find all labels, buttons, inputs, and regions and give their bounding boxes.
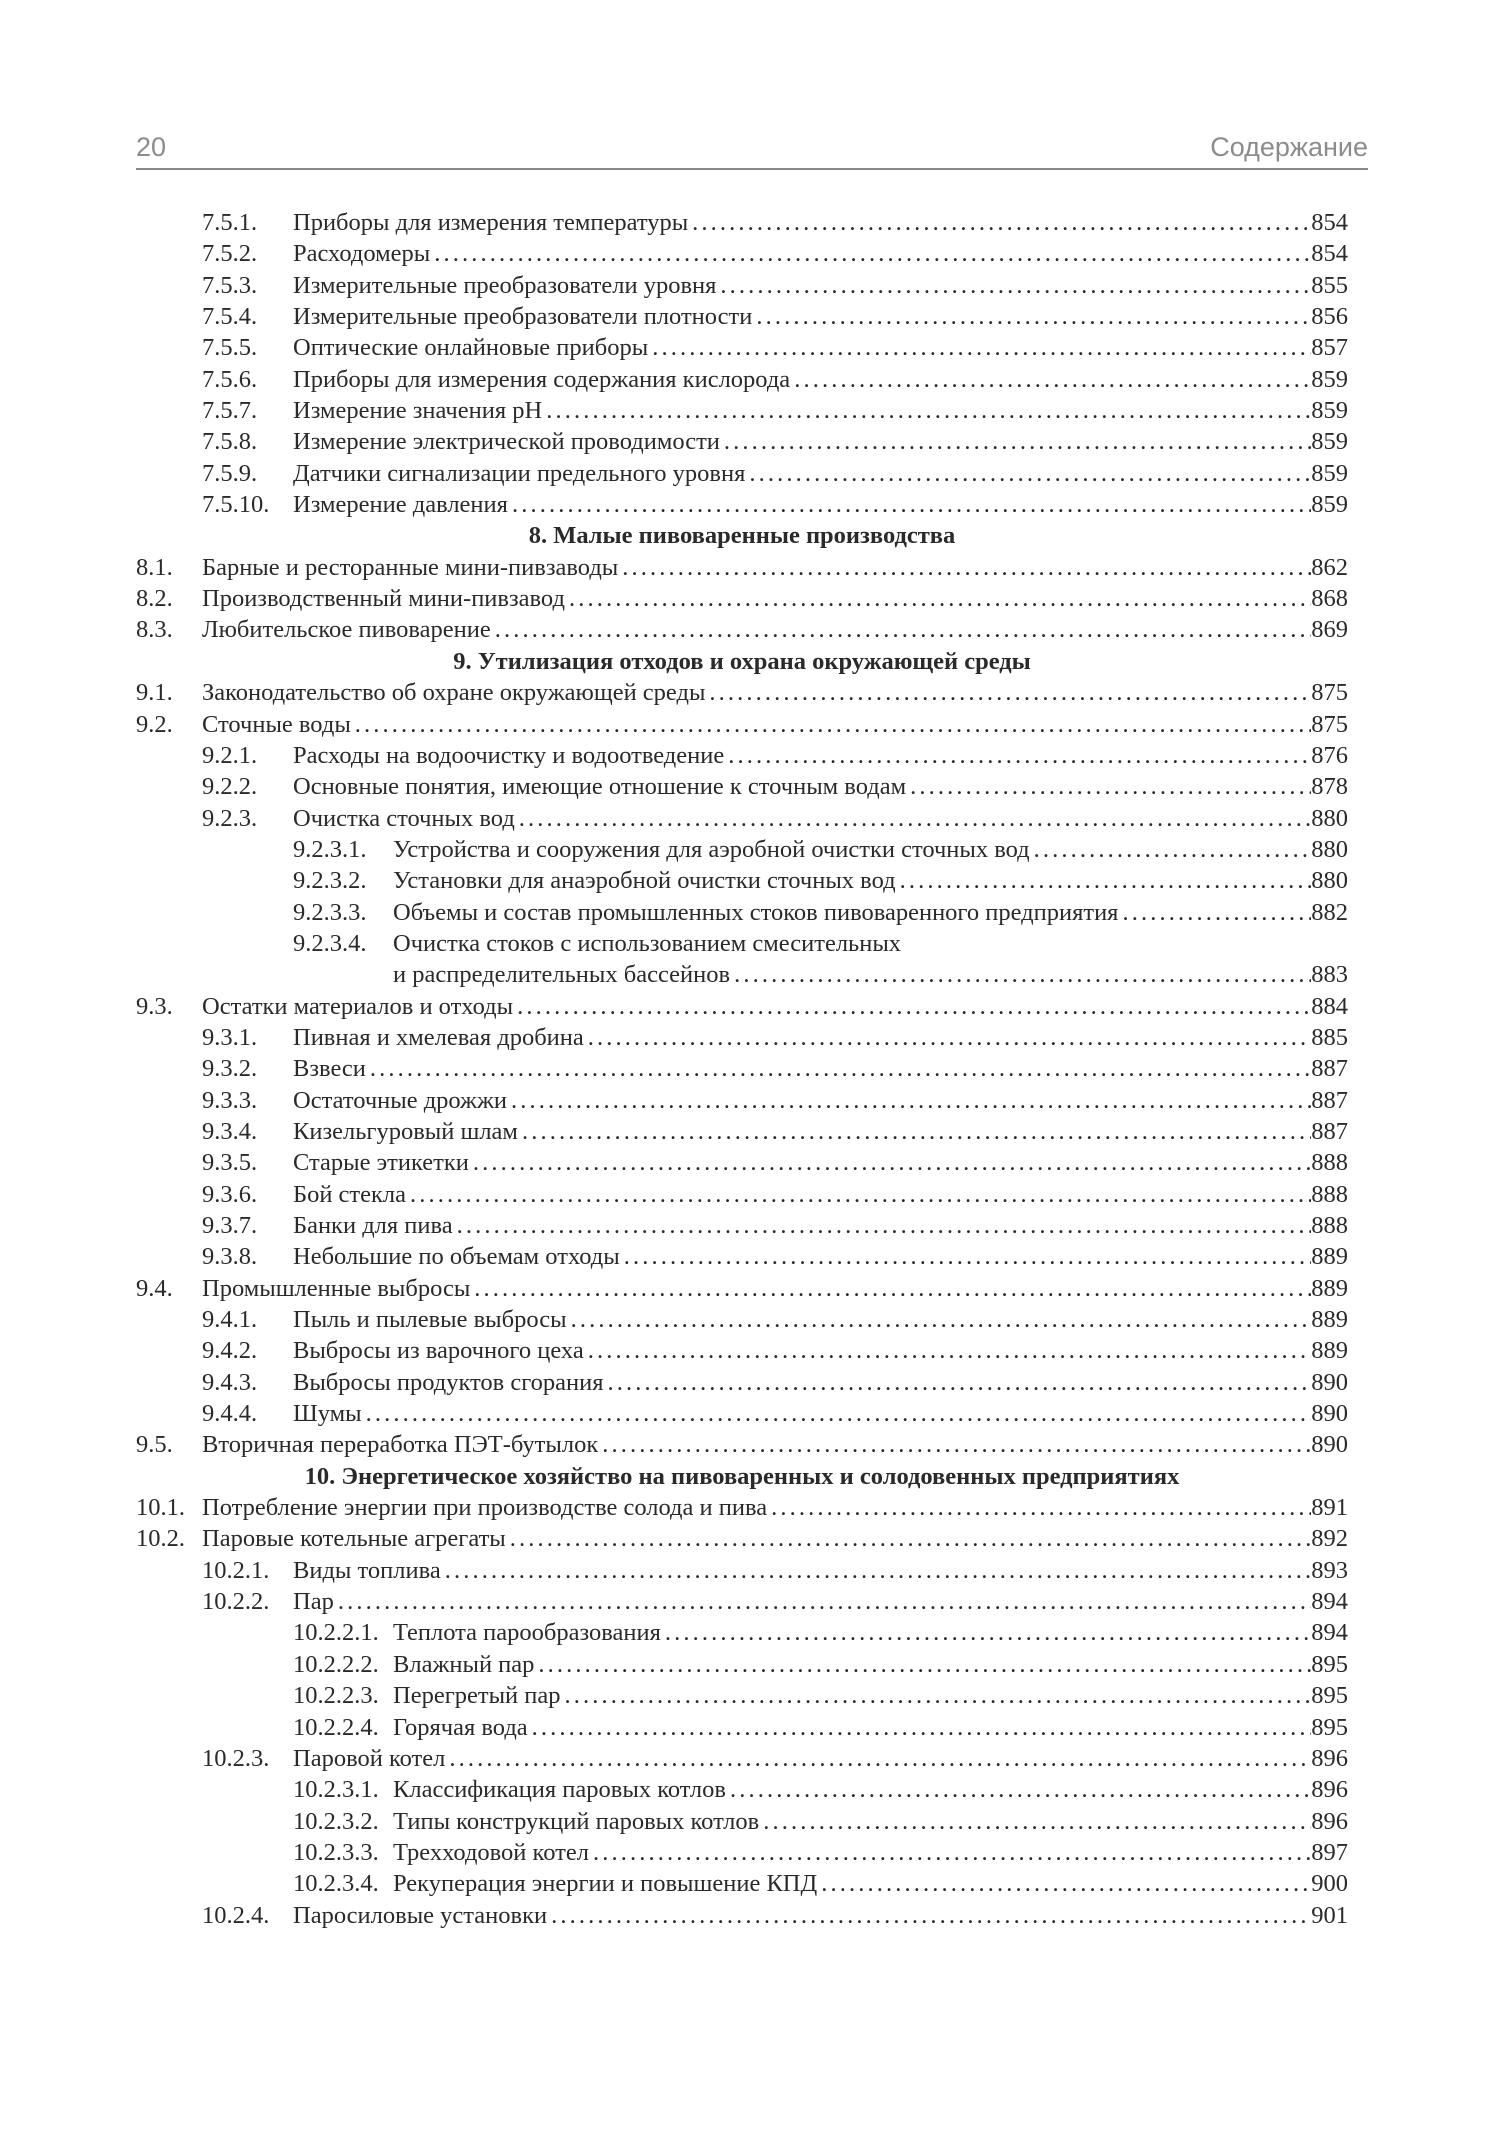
entry-number: 8.3.: [136, 616, 173, 644]
dot-leader: [661, 1617, 1311, 1648]
toc-entry[interactable]: [136, 458, 1348, 489]
dot-leader: [745, 458, 1311, 489]
toc-entry[interactable]: [136, 614, 1348, 645]
entry-page: 889: [1311, 1337, 1348, 1365]
dot-leader: [906, 771, 1311, 802]
entry-page: 875: [1311, 710, 1348, 738]
dot-leader: [618, 552, 1311, 583]
entry-page: 857: [1311, 334, 1348, 362]
dot-leader: [724, 740, 1311, 771]
toc-entry[interactable]: [136, 1179, 1348, 1210]
entry-title: Банки для пива: [293, 1212, 453, 1239]
dot-leader: [542, 395, 1311, 426]
entry-number: 9.3.7.: [202, 1212, 258, 1239]
section-heading: 8. Малые пивоваренные производства: [528, 522, 956, 550]
entry-page: 890: [1311, 1368, 1348, 1396]
toc-entry[interactable]: [136, 489, 1348, 520]
dot-leader: [752, 301, 1311, 332]
entry-page: 884: [1311, 992, 1348, 1020]
entry-title: Объемы и состав промышленных стоков пивоваренного предприятия: [393, 898, 1119, 926]
entry-number: 10.2.3.2.: [293, 1807, 379, 1835]
dot-leader: [1118, 897, 1311, 928]
dot-leader: [730, 959, 1311, 990]
entry-title: Рекуперация энергии и повышение КПД: [393, 1870, 818, 1898]
entry-title: Измерительные преобразователи уровня: [293, 271, 717, 299]
dot-leader: [528, 1712, 1312, 1743]
entry-page: 891: [1311, 1494, 1348, 1522]
entry-title: Устройства и сооружения для аэробной очистки сточных вод: [393, 835, 1030, 863]
entry-page: 854: [1311, 209, 1348, 236]
entry-number: 9.5.: [136, 1431, 173, 1459]
dot-leader: [508, 489, 1311, 520]
dot-leader: [716, 270, 1311, 301]
entry-number: 9.3.6.: [202, 1180, 258, 1208]
dot-leader: [584, 1022, 1311, 1053]
entry-page: 890: [1311, 1431, 1348, 1459]
entry-number: 9.4.4.: [202, 1400, 258, 1428]
entry-number: 10.2.2.1.: [293, 1619, 379, 1647]
entry-title: Взвеси: [293, 1055, 366, 1083]
dot-leader: [366, 1053, 1311, 1084]
entry-number: 7.5.5.: [202, 334, 258, 362]
toc-entry[interactable]: [136, 1555, 1348, 1586]
entry-title: Классификация паровых котлов: [393, 1776, 726, 1804]
entry-number: 10.2.3.: [202, 1744, 270, 1772]
entry-page: 880: [1311, 835, 1348, 863]
entry-page: 885: [1311, 1023, 1348, 1051]
dot-leader: [790, 364, 1311, 395]
entry-page: 890: [1311, 1400, 1348, 1428]
dot-leader: [567, 1304, 1312, 1335]
entry-number: 9.3.: [136, 992, 173, 1020]
dot-leader: [896, 865, 1312, 896]
entry-number: 9.4.3.: [202, 1368, 258, 1396]
entry-title: Расходомеры: [293, 240, 431, 268]
entry-page: 859: [1311, 491, 1348, 519]
entry-page: 882: [1311, 898, 1348, 926]
entry-page: 859: [1311, 365, 1348, 393]
entry-number: 7.5.2.: [202, 240, 258, 268]
toc-entry[interactable]: [136, 1900, 1348, 1931]
entry-page: 887: [1311, 1055, 1348, 1083]
entry-page: 859: [1311, 428, 1348, 456]
entry-number: 8.2.: [136, 585, 173, 613]
dot-leader: [470, 1273, 1311, 1304]
dot-leader: [491, 614, 1311, 645]
entry-page: 896: [1311, 1807, 1348, 1835]
section-heading: 10. Энергетическое хозяйство на пивоваренных и солодовенных предприятиях: [304, 1462, 1180, 1490]
toc-entry[interactable]: [136, 1774, 1348, 1805]
entry-title: Остаточные дрожжи: [293, 1086, 508, 1114]
dot-leader: [817, 1868, 1311, 1899]
entry-number: 9.3.4.: [202, 1117, 258, 1145]
toc-entry[interactable]: [136, 709, 1348, 740]
page-number: 20: [136, 132, 167, 162]
dot-leader: [547, 1900, 1311, 1931]
entry-page: 888: [1311, 1212, 1348, 1239]
entry-number: 9.2.3.: [202, 804, 258, 832]
entry-page: 856: [1311, 303, 1348, 331]
entry-number: 9.2.3.2.: [293, 867, 367, 895]
entry-number: 9.3.1.: [202, 1023, 258, 1051]
toc-entry[interactable]: [136, 207, 1348, 238]
entry-number: 9.3.3.: [202, 1086, 258, 1114]
entry-number: 10.2.2.4.: [293, 1713, 379, 1741]
dot-leader: [334, 1586, 1311, 1617]
entry-number: 9.2.: [136, 710, 173, 738]
dot-leader: [453, 1210, 1312, 1241]
toc-entry[interactable]: [136, 364, 1348, 395]
dot-leader: [767, 1492, 1311, 1523]
dot-leader: [598, 1429, 1311, 1460]
dot-leader: [584, 1335, 1312, 1366]
entry-number: 9.2.2.: [202, 773, 258, 801]
toc-entry[interactable]: [136, 332, 1348, 363]
entry-title: Очистка стоков с использованием смесительных: [393, 929, 902, 957]
dot-leader: [362, 1398, 1312, 1429]
toc-entry[interactable]: [136, 1806, 1348, 1837]
entry-title: Измерение значения pH: [293, 397, 543, 425]
entry-number: 9.2.1.: [202, 741, 258, 769]
toc-entry[interactable]: [136, 1085, 1348, 1116]
toc-entry[interactable]: [136, 1617, 1348, 1648]
toc-entry[interactable]: [136, 1680, 1348, 1711]
dot-leader: [534, 1649, 1311, 1680]
entry-number: 10.2.2.2.: [293, 1650, 379, 1678]
dot-leader: [604, 1367, 1312, 1398]
entry-page: 895: [1311, 1713, 1348, 1741]
dot-leader: [406, 1179, 1311, 1210]
entry-title: Пыль и пылевые выбросы: [293, 1306, 567, 1334]
entry-page: 900: [1311, 1870, 1348, 1898]
toc-entry[interactable]: [136, 1649, 1348, 1680]
entry-title: Кизельгуровый шлам: [293, 1117, 518, 1145]
entry-number: 9.4.: [136, 1274, 173, 1302]
entry-title: Приборы для измерения температуры: [293, 209, 689, 236]
toc-entry[interactable]: [136, 834, 1348, 865]
toc-entry[interactable]: [136, 1147, 1348, 1178]
toc-entry[interactable]: [136, 1053, 1348, 1084]
toc-entry[interactable]: [136, 928, 1348, 959]
toc-entry[interactable]: [136, 991, 1348, 1022]
toc-entry[interactable]: [136, 1429, 1348, 1460]
toc-entry[interactable]: [136, 771, 1348, 802]
entry-title: Перегретый пар: [393, 1682, 561, 1710]
entry-title: Промышленные выбросы: [202, 1274, 471, 1302]
toc-entry[interactable]: [136, 1367, 1348, 1398]
entry-title: Старые этикетки: [293, 1149, 469, 1177]
entry-title: Горячая вода: [393, 1713, 528, 1741]
entry-page: 895: [1311, 1650, 1348, 1678]
entry-title: Виды топлива: [293, 1556, 441, 1584]
dot-leader: [1030, 834, 1312, 865]
entry-number: 10.2.3.4.: [293, 1870, 379, 1898]
dot-leader: [688, 207, 1311, 238]
toc-entry[interactable]: [136, 1304, 1348, 1335]
entry-number: 9.4.2.: [202, 1337, 258, 1365]
entry-title: Сточные воды: [202, 710, 351, 738]
entry-title: Трехходовой котел: [393, 1838, 589, 1866]
dot-leader: [513, 991, 1311, 1022]
section-heading: 9. Утилизация отходов и охрана окружающей среды: [453, 647, 1031, 675]
toc-entry[interactable]: [136, 1837, 1348, 1868]
toc-entry[interactable]: [136, 1116, 1348, 1147]
entry-number: 9.2.3.1.: [293, 835, 367, 863]
entry-page: 868: [1311, 585, 1348, 613]
entry-number: 10.1.: [136, 1494, 185, 1522]
entry-page: 859: [1311, 397, 1348, 425]
toc-entry[interactable]: [136, 897, 1348, 928]
entry-page: 859: [1311, 459, 1348, 487]
toc-entry[interactable]: [136, 395, 1348, 426]
dot-leader: [759, 1806, 1311, 1837]
toc-entry[interactable]: [136, 426, 1348, 457]
entry-page: 893: [1311, 1556, 1348, 1584]
dot-leader: [518, 1116, 1311, 1147]
entry-number: 7.5.8.: [202, 428, 258, 456]
toc-entry[interactable]: [136, 1492, 1348, 1523]
entry-page: 855: [1311, 271, 1348, 299]
dot-leader: [648, 332, 1311, 363]
toc-entry[interactable]: [136, 803, 1348, 834]
entry-title: Теплота парообразования: [393, 1619, 661, 1647]
entry-number: 8.1.: [136, 553, 173, 581]
entry-title: Остатки материалов и отходы: [202, 992, 514, 1020]
entry-number: 9.1.: [136, 679, 173, 707]
entry-number: 7.5.9.: [202, 459, 258, 487]
entry-page: 862: [1311, 553, 1348, 581]
entry-number: 7.5.10.: [202, 491, 270, 519]
toc-entry[interactable]: [136, 1743, 1348, 1774]
entry-page: 878: [1311, 773, 1348, 801]
entry-title: Потребление энергии при производстве солода и пива: [202, 1494, 768, 1522]
dot-leader: [515, 803, 1311, 834]
entry-title: Небольшие по объемам отходы: [293, 1243, 620, 1271]
entry-title: Очистка сточных вод: [293, 804, 515, 832]
entry-title: Влажный пар: [393, 1650, 535, 1678]
entry-title: Основные понятия, имеющие отношение к сточным водам: [293, 773, 907, 801]
dot-leader: [445, 1743, 1311, 1774]
toc-entry[interactable]: [136, 1523, 1348, 1554]
entry-number: 7.5.3.: [202, 271, 258, 299]
entry-page: 854: [1311, 240, 1348, 268]
entry-title: Пивная и хмелевая дробина: [293, 1023, 584, 1051]
entry-number: 10.2.3.3.: [293, 1838, 379, 1866]
entry-number: 7.5.4.: [202, 303, 258, 331]
toc-entry[interactable]: [136, 740, 1348, 771]
entry-page: 887: [1311, 1086, 1348, 1114]
entry-title: Измерение электрической проводимости: [293, 428, 720, 456]
dot-leader: [620, 1241, 1312, 1272]
dot-leader: [589, 1837, 1311, 1868]
dot-leader: [469, 1147, 1311, 1178]
entry-title: Типы конструкций паровых котлов: [393, 1807, 760, 1835]
dot-leader: [705, 677, 1311, 708]
entry-title: Шумы: [293, 1400, 362, 1428]
entry-title: Вторичная переработка ПЭТ-бутылок: [202, 1431, 599, 1459]
entry-title: Паровые котельные агрегаты: [202, 1525, 506, 1553]
toc-entry[interactable]: [136, 1273, 1348, 1304]
entry-title: Паросиловые установки: [293, 1901, 548, 1929]
entry-title-continuation: и распределительных бассейнов: [393, 961, 731, 989]
entry-page: 880: [1311, 804, 1348, 832]
entry-title: Измерительные преобразователи плотности: [293, 303, 753, 331]
entry-title: Паровой котел: [293, 1744, 446, 1772]
entry-title: Приборы для измерения содержания кислорода: [293, 365, 791, 393]
entry-page: 875: [1311, 679, 1348, 707]
entry-page: 883: [1311, 961, 1348, 989]
toc-entry[interactable]: [136, 270, 1348, 301]
toc-entry[interactable]: [136, 238, 1348, 269]
table-of-contents: [136, 207, 1348, 1931]
entry-page: 880: [1311, 867, 1348, 895]
toc-entry[interactable]: [136, 1398, 1348, 1429]
entry-page: 888: [1311, 1149, 1348, 1177]
toc-entry[interactable]: [136, 552, 1348, 583]
entry-number: 10.2.4.: [202, 1901, 270, 1929]
entry-page: 896: [1311, 1744, 1348, 1772]
entry-number: 10.2.1.: [202, 1556, 270, 1584]
entry-number: 9.3.8.: [202, 1243, 258, 1271]
toc-entry[interactable]: [136, 1241, 1348, 1272]
entry-number: 9.2.3.3.: [293, 898, 367, 926]
entry-page: 889: [1311, 1274, 1348, 1302]
entry-title: Оптические онлайновые приборы: [293, 334, 649, 362]
dot-leader: [351, 709, 1311, 740]
entry-number: 7.5.1.: [202, 209, 258, 236]
dot-leader: [430, 238, 1311, 269]
entry-number: 10.2.2.: [202, 1588, 270, 1616]
entry-title: Выбросы продуктов сгорания: [293, 1368, 604, 1396]
dot-leader: [507, 1085, 1311, 1116]
entry-title: Пар: [293, 1588, 334, 1616]
entry-number: 7.5.6.: [202, 365, 258, 393]
entry-title: Измерение давления: [293, 491, 508, 519]
toc-entry[interactable]: [136, 301, 1348, 332]
toc-entry[interactable]: [136, 1586, 1348, 1617]
dot-leader: [561, 1680, 1312, 1711]
entry-number: 9.3.5.: [202, 1149, 258, 1177]
toc-entry[interactable]: [136, 1022, 1348, 1053]
entry-page: 892: [1311, 1525, 1348, 1553]
entry-number: 9.4.1.: [202, 1306, 258, 1334]
running-header: [136, 128, 1368, 170]
entry-page: 889: [1311, 1306, 1348, 1334]
entry-title: Барные и ресторанные мини-пивзаводы: [202, 553, 619, 581]
entry-title: Датчики сигнализации предельного уровня: [293, 459, 746, 487]
toc-entry-continuation[interactable]: [136, 959, 1348, 990]
toc-entry[interactable]: [136, 583, 1348, 614]
dot-leader: [720, 426, 1311, 457]
toc-entry[interactable]: [136, 865, 1348, 896]
toc-entry[interactable]: [136, 1712, 1348, 1743]
toc-entry[interactable]: [136, 1335, 1348, 1366]
entry-number: 10.2.2.3.: [293, 1682, 379, 1710]
dot-leader: [565, 583, 1311, 614]
entry-number: 7.5.7.: [202, 397, 258, 425]
entry-title: Законодательство об охране окружающей среды: [202, 679, 706, 707]
entry-page: 889: [1311, 1243, 1348, 1271]
entry-page: 876: [1311, 741, 1348, 769]
entry-page: 897: [1311, 1838, 1348, 1866]
entry-number: 9.3.2.: [202, 1055, 258, 1083]
toc-entry[interactable]: [136, 1868, 1348, 1899]
entry-title: Бой стекла: [293, 1180, 407, 1208]
entry-title: Выбросы из варочного цеха: [293, 1337, 584, 1365]
entry-title: Производственный мини-пивзавод: [202, 585, 565, 613]
toc-entry[interactable]: [136, 677, 1348, 708]
entry-page: 895: [1311, 1682, 1348, 1710]
entry-number: 10.2.: [136, 1525, 185, 1553]
dot-leader: [726, 1774, 1311, 1805]
entry-page: 896: [1311, 1776, 1348, 1804]
toc-entry[interactable]: [136, 1210, 1348, 1241]
entry-title: Установки для анаэробной очистки сточных вод: [393, 867, 896, 895]
entry-number: 10.2.3.1.: [293, 1776, 379, 1804]
entry-title: Расходы на водоочистку и водоотведение: [293, 741, 725, 769]
entry-number: 9.2.3.4.: [293, 929, 367, 957]
entry-page: 894: [1311, 1588, 1348, 1616]
running-title: Содержание: [1210, 132, 1368, 162]
dot-leader: [441, 1555, 1312, 1586]
entry-title: Любительское пивоварение: [202, 616, 491, 644]
entry-page: 894: [1311, 1619, 1348, 1647]
entry-page: 888: [1311, 1180, 1348, 1208]
dot-leader: [506, 1523, 1312, 1554]
entry-page: 901: [1311, 1901, 1348, 1929]
entry-page: 887: [1311, 1117, 1348, 1145]
entry-page: 869: [1311, 616, 1348, 644]
